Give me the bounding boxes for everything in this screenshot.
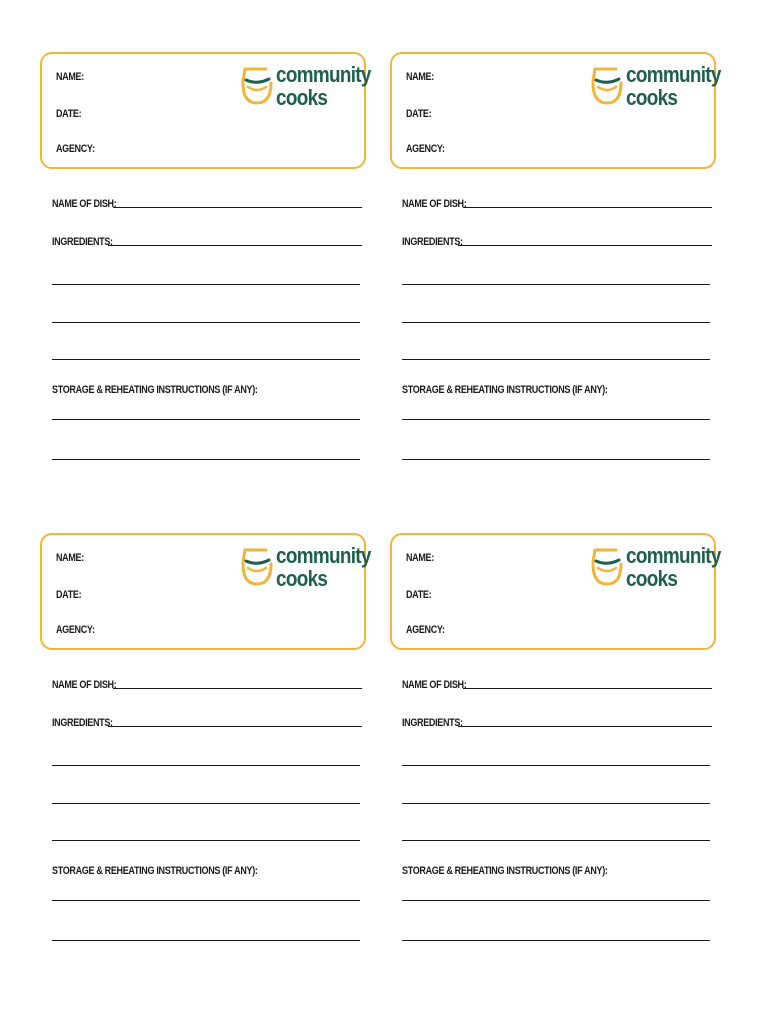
logo-line-community: community <box>626 543 721 568</box>
date-label: DATE: <box>56 108 82 120</box>
ingredients-field[interactable] <box>52 232 362 248</box>
storage-field <box>52 861 362 877</box>
ingredients-blank-line[interactable] <box>52 359 360 360</box>
storage-field <box>402 861 712 877</box>
recipe-card-1 <box>40 52 370 492</box>
storage-field <box>402 380 712 396</box>
storage-label: STORAGE & REHEATING INSTRUCTIONS (IF ANY): <box>52 384 258 396</box>
date-label: DATE: <box>406 108 432 120</box>
card-header-box <box>40 533 371 650</box>
ingredients-field[interactable] <box>402 713 712 729</box>
storage-field <box>52 380 362 396</box>
bowl-icon <box>590 63 624 107</box>
ingredients-field[interactable] <box>52 713 362 729</box>
storage-blank-line[interactable] <box>402 940 710 941</box>
card-header-box <box>40 52 371 169</box>
logo-text <box>626 63 721 109</box>
storage-blank-line[interactable] <box>402 900 710 901</box>
ingredients-blank-line[interactable] <box>402 840 710 841</box>
name-label: NAME: <box>406 71 434 83</box>
agency-label: AGENCY: <box>406 143 445 155</box>
logo-text <box>626 544 721 590</box>
logo-text <box>276 544 371 590</box>
card-header-box <box>390 52 721 169</box>
logo-text <box>276 63 371 109</box>
ingredients-blank-line[interactable] <box>402 322 710 323</box>
agency-label: AGENCY: <box>56 624 95 636</box>
storage-label: STORAGE & REHEATING INSTRUCTIONS (IF ANY): <box>402 865 608 877</box>
ingredients-blank-line[interactable] <box>402 803 710 804</box>
ingredients-label: INGREDIENTS: <box>402 236 463 248</box>
bowl-icon <box>240 63 274 107</box>
logo-line-community: community <box>276 62 371 87</box>
date-label: DATE: <box>406 589 432 601</box>
logo-line-cooks: cooks <box>276 85 328 110</box>
storage-blank-line[interactable] <box>402 419 710 420</box>
name-label: NAME: <box>56 71 84 83</box>
logo-line-community: community <box>626 62 721 87</box>
date-label: DATE: <box>56 589 82 601</box>
name-label: NAME: <box>56 552 84 564</box>
dish-name-field[interactable] <box>402 194 712 210</box>
ingredients-blank-line[interactable] <box>402 359 710 360</box>
storage-label: STORAGE & REHEATING INSTRUCTIONS (IF ANY): <box>402 384 608 396</box>
community-cooks-logo <box>240 543 371 592</box>
storage-blank-line[interactable] <box>402 459 710 460</box>
community-cooks-logo <box>590 62 721 111</box>
ingredients-blank-line[interactable] <box>52 803 360 804</box>
dish-name-label: NAME OF DISH: <box>52 198 117 210</box>
ingredients-line[interactable] <box>108 245 362 246</box>
ingredients-label: INGREDIENTS: <box>52 717 113 729</box>
ingredients-blank-line[interactable] <box>402 284 710 285</box>
card-header-box <box>390 533 721 650</box>
storage-blank-line[interactable] <box>52 940 360 941</box>
agency-label: AGENCY: <box>56 143 95 155</box>
dish-name-label: NAME OF DISH: <box>402 198 467 210</box>
storage-label: STORAGE & REHEATING INSTRUCTIONS (IF ANY): <box>52 865 258 877</box>
ingredients-blank-line[interactable] <box>402 765 710 766</box>
ingredients-line[interactable] <box>108 726 362 727</box>
dish-name-field[interactable] <box>402 675 712 691</box>
logo-line-community: community <box>276 543 371 568</box>
storage-blank-line[interactable] <box>52 900 360 901</box>
logo-line-cooks: cooks <box>626 566 678 591</box>
recipe-card-2 <box>390 52 720 492</box>
community-cooks-logo <box>590 543 721 592</box>
ingredients-blank-line[interactable] <box>52 765 360 766</box>
ingredients-line[interactable] <box>458 726 712 727</box>
dish-name-line[interactable] <box>113 688 362 689</box>
logo-line-cooks: cooks <box>276 566 328 591</box>
logo-line-cooks: cooks <box>626 85 678 110</box>
ingredients-line[interactable] <box>458 245 712 246</box>
recipe-card-3 <box>40 533 370 973</box>
dish-name-field[interactable] <box>52 675 362 691</box>
ingredients-field[interactable] <box>402 232 712 248</box>
community-cooks-logo <box>240 62 371 111</box>
storage-blank-line[interactable] <box>52 459 360 460</box>
ingredients-blank-line[interactable] <box>52 840 360 841</box>
ingredients-label: INGREDIENTS: <box>402 717 463 729</box>
agency-label: AGENCY: <box>406 624 445 636</box>
dish-name-line[interactable] <box>463 207 712 208</box>
storage-blank-line[interactable] <box>52 419 360 420</box>
dish-name-line[interactable] <box>463 688 712 689</box>
name-label: NAME: <box>406 552 434 564</box>
ingredients-blank-line[interactable] <box>52 284 360 285</box>
dish-name-line[interactable] <box>113 207 362 208</box>
bowl-icon <box>240 544 274 588</box>
dish-name-field[interactable] <box>52 194 362 210</box>
dish-name-label: NAME OF DISH: <box>52 679 117 691</box>
dish-name-label: NAME OF DISH: <box>402 679 467 691</box>
bowl-icon <box>590 544 624 588</box>
ingredients-blank-line[interactable] <box>52 322 360 323</box>
recipe-card-4 <box>390 533 720 973</box>
ingredients-label: INGREDIENTS: <box>52 236 113 248</box>
